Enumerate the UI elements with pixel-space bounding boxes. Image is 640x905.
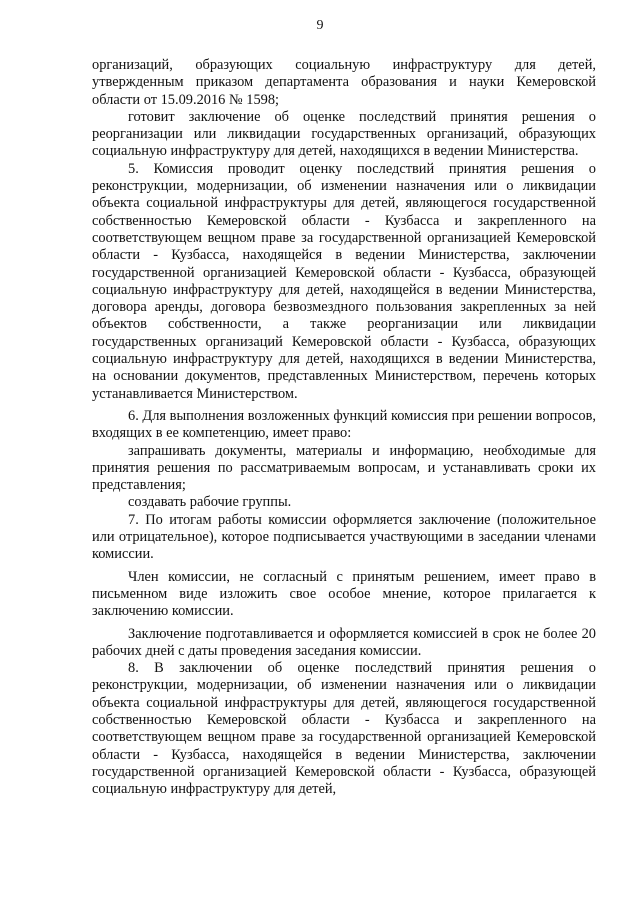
paragraph-continued: организаций, образующих социальную инфраструктуру для детей, утвержденным приказом департамента образования и науки Кемеровской области от 15.09.2016 № 1598; (92, 57, 596, 108)
paragraph-conclusion-reorganization: готовит заключение об оценке последствий принятия решения о реорганизации или ликвидации государственных организаций, образующих социальную инфраструктуру для детей, находящихся в ведении Министерства. (92, 108, 596, 160)
paragraph-item-6: 6. Для выполнения возложенных функций комиссия при решении вопросов, входящих в ее компетенцию, имеет право: (92, 407, 596, 442)
paragraph-item-5: 5. Комиссия проводит оценку последствий принятия решения о реконструкции, модернизации, об изменении назначения или о ликвидации объекта социальной инфраструктуры для детей, являющегося государственной собственностью Кемеровской области - Кузбасса и закрепленного на соответствующем вещном праве за государственной организацией Кемеровской области - Кузбасса, находящейся в ведении Министерства, заключении государственной организацией Кемеровской области - Кузбасса, образующей социальную инфраструктуру для детей, находящейся в ведении Министерства, договора аренды, договора безвозмездного пользования закрепленных за ней объектов собственности, а также реорганизации или ликвидации государственных организаций Кемеровской области - Кузбасса, образующих социальную инфраструктуру для детей, находящихся в ведении Министерства, на основании документов, представленных Министерством, перечень которых устанавливается Министерством. (92, 160, 596, 402)
page-number: 9 (316, 18, 324, 33)
paragraph-item-8: 8. В заключении об оценке последствий принятия решения о реконструкции, модернизации, об изменении назначения или о ликвидации объекта социальной инфраструктуры для детей, являющегося государственной собственностью Кемеровской области - Кузбасса и закрепленного на соответствующем вещном праве за государственной организацией Кемеровской области - Кузбасса, находящейся в ведении Министерства, заключении государственной организацией Кемеровской области - Кузбасса, образующей социальную инфраструктуру для детей, (92, 660, 596, 798)
paragraph-dissent: Член комиссии, не согласный с принятым решением, имеет право в письменном виде изложить свое особое мнение, которое прилагается к заключению комиссии. (92, 568, 596, 620)
paragraph-item-7: 7. По итогам работы комиссии оформляется заключение (положительное или отрицательное), которое подписывается участвующими в заседании членами комиссии. (92, 511, 596, 563)
document-body (92, 57, 596, 798)
paragraph-request-documents: запрашивать документы, материалы и информацию, необходимые для принятия решения по рассматриваемым вопросам, и устанавливать сроки их представления; (92, 442, 596, 494)
paragraph-deadline: Заключение подготавливается и оформляется комиссией в срок не более 20 рабочих дней с даты проведения заседания комиссии. (92, 625, 596, 659)
paragraph-working-groups: создавать рабочие группы. (128, 494, 292, 511)
